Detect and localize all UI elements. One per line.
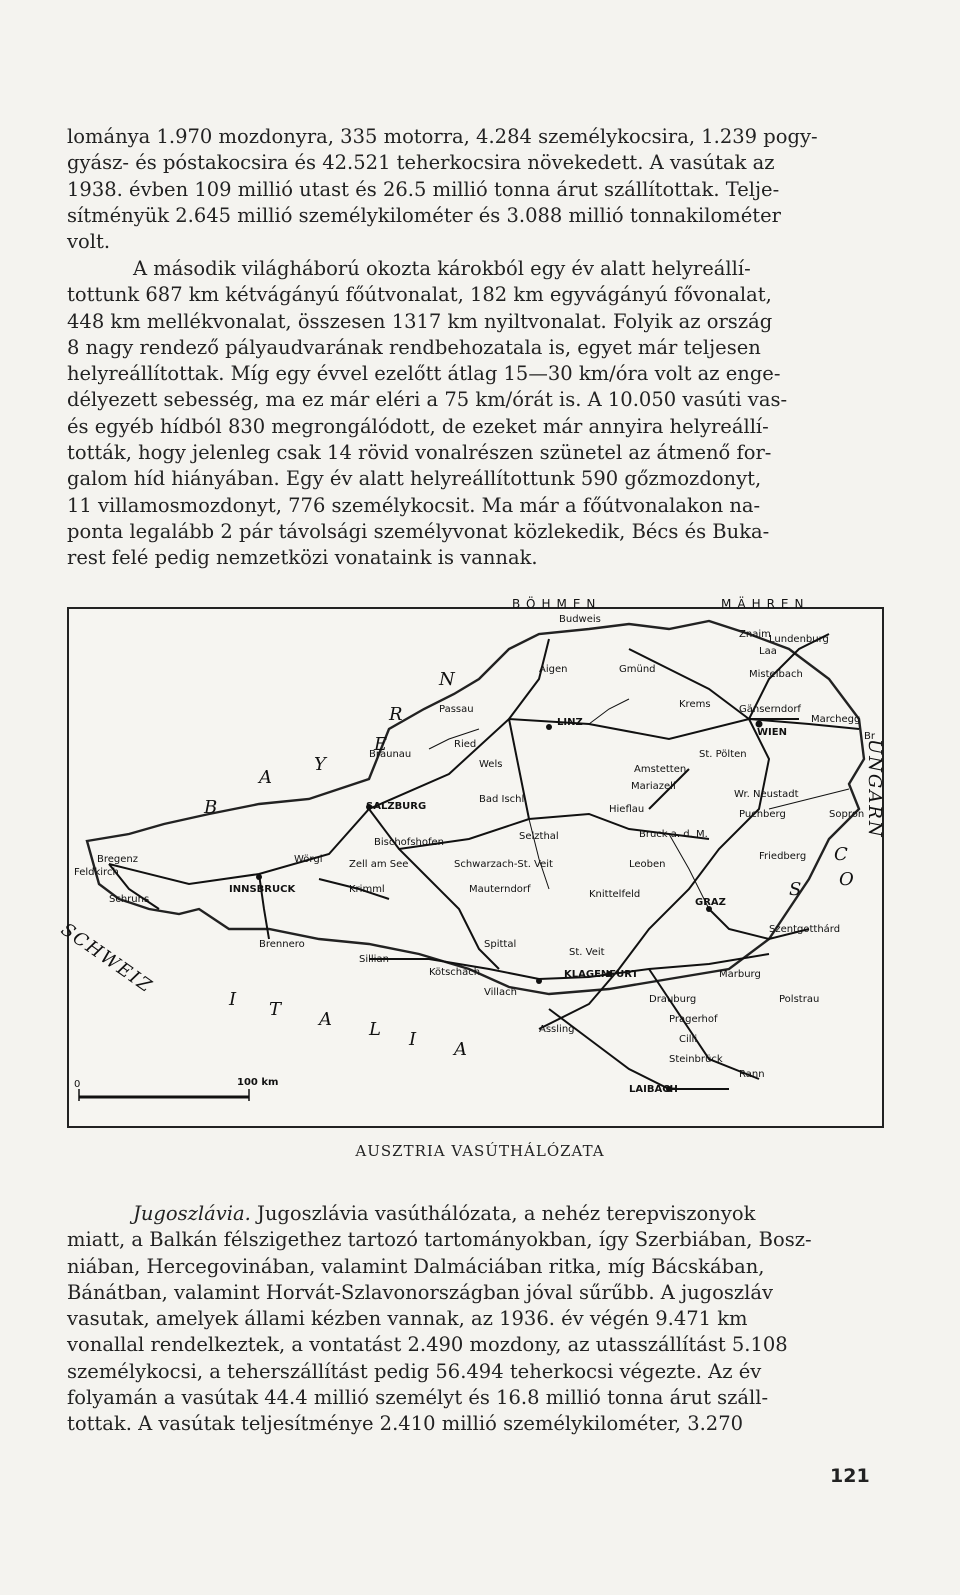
text-line: tották, hogy jelenleg csak 14 rövid vonalrészen szünetel az átmenő for- — [67, 441, 772, 465]
page-number: 121 — [830, 1465, 870, 1487]
text-line: sítményük 2.645 millió személykilométer és 3.088 millió tonnakilométer — [67, 203, 781, 227]
city-label: Wels — [479, 759, 503, 770]
region-label: E — [374, 734, 390, 755]
text-line: folyamán a vasútak 44.4 millió személyt és 16.8 millió tonna árut száll- — [67, 1386, 769, 1410]
city-label: Br — [864, 731, 875, 742]
city-dot-villach — [536, 978, 542, 984]
city-label: Zell am See — [349, 859, 409, 870]
region-label: B — [204, 797, 220, 818]
text-line: délyezett sebesség, ma ez már eléri a 75 km/órát is. A 10.050 vasúti vas- — [67, 388, 788, 412]
city-label: Polstrau — [779, 994, 820, 1005]
text-line: gyász- és póstakocsira és 42.521 teherkocsira növekedett. A vasútak az — [67, 151, 775, 175]
city-label: Sillian — [359, 954, 389, 965]
city-label: Schruns — [109, 894, 150, 905]
city-label: Krimml — [349, 884, 385, 895]
city-label: Kötschach — [429, 967, 481, 978]
region-label: L — [369, 1019, 383, 1040]
city-label: St. Pölten — [699, 749, 747, 760]
text-line: és egyéb hídból 830 megrongálódott, de ezeket már annyira helyreállí- — [67, 414, 769, 438]
city-label: LINZ — [557, 717, 583, 728]
railway-map — [56, 597, 885, 1128]
text-line: niában, Hercegovinában, valamint Dalmáciában ritka, míg Bácskában, — [67, 1254, 765, 1278]
text-line: 1938. évben 109 millió utast és 26.5 millió tonna árut szállítottak. Telje- — [67, 177, 780, 201]
city-label: Sopron — [829, 809, 865, 820]
city-label: Pragerhof — [669, 1014, 718, 1025]
city-label: Znaim — [739, 629, 771, 640]
text-line: személykocsi, a teherszállítást pedig 56.494 teherkocsi végezte. Az év — [67, 1359, 762, 1383]
region-label: A — [454, 1039, 469, 1060]
city-label: Bad Ischl — [479, 794, 525, 805]
text-line: galom híd hiányában. Egy év alatt helyreállítottunk 590 gőzmozdonyt, — [67, 467, 762, 491]
text-line: 448 km mellékvonalat, összesen 1317 km nyiltvonalat. Folyik az ország — [67, 309, 773, 333]
rail-line-minor-5 — [529, 819, 549, 889]
city-label: Aigen — [539, 664, 568, 675]
city-label: Lundenburg — [769, 634, 829, 645]
city-label: Marburg — [719, 969, 761, 980]
region-label: SCHWEIZ — [56, 919, 157, 998]
city-label: Mariazell — [631, 781, 676, 792]
section-lead: Jugoszlávia. — [133, 1202, 251, 1225]
city-label: Wr. Neustadt — [734, 789, 799, 800]
region-label: BÖHMEN — [512, 597, 602, 611]
city-label: Brennero — [259, 939, 305, 950]
city-label: St. Veit — [569, 947, 605, 958]
city-label: Bregenz — [97, 854, 138, 865]
text-line: lománya 1.970 mozdonyra, 335 motorra, 4.284 személykocsira, 1.239 pogy- — [67, 125, 818, 148]
city-dot-innsbruck — [256, 874, 262, 880]
region-label: A — [319, 1009, 334, 1030]
city-label: Ried — [454, 739, 477, 750]
city-label: Bischofshofen — [374, 837, 444, 848]
city-label: Budweis — [559, 614, 601, 625]
text-line: Bánátban, valamint Horvát-Szlavonországban jóval sűrűbb. A jugoszláv — [67, 1280, 774, 1304]
city-label: Drauburg — [649, 994, 697, 1005]
city-label: Feldkirch — [74, 867, 119, 878]
text-line: tottak. A vasútak teljesítménye 2.410 millió személykilométer, 3.270 — [67, 1412, 744, 1436]
city-label: Selzthal — [519, 831, 559, 842]
city-label: Steinbrück — [669, 1054, 723, 1065]
city-label: Leoben — [629, 859, 666, 870]
city-dot-linz — [546, 724, 552, 730]
region-label: Y — [314, 754, 328, 775]
scale-label: 100 km — [237, 1077, 279, 1088]
city-label: Passau — [439, 704, 474, 715]
city-label: Rann — [739, 1069, 765, 1080]
text-line: tottunk 687 km kétvágányú főútvonalat, 182 km egyvágányú fővonalat, — [67, 283, 772, 307]
region-label: N — [439, 669, 457, 690]
city-label: Braunau — [369, 749, 412, 760]
region-label: I — [409, 1029, 419, 1050]
text-line: helyreállítottak. Míg egy évvel ezelőtt átlag 15—30 km/óra volt az enge- — [67, 362, 781, 386]
text-line: ponta legalább 2 pár távolsági személyvonat közlekedik, Bécs és Buka- — [67, 519, 770, 543]
region-label: T — [269, 999, 284, 1020]
text-line: 11 villamosmozdonyt, 776 személykocsit. Ma már a főútvonalakon na- — [67, 493, 761, 517]
city-label: Schwarzach-St. Veit — [454, 859, 553, 870]
city-label: GRAZ — [695, 897, 726, 908]
text-line — [67, 1201, 882, 1227]
text-line: miatt, a Balkán félszigethez tartozó tartományokban, így Szerbiában, Bosz- — [67, 1228, 812, 1252]
text-line: A második világháború okozta károkból egy év alatt helyreállí- — [133, 257, 751, 280]
city-label: Gmünd — [619, 664, 656, 675]
city-label: Knittelfeld — [589, 889, 641, 900]
text-line: 8 nagy rendező pályaudvarának rendbehozatala is, egyet már teljesen — [67, 335, 761, 359]
scale-zero-label: 0 — [74, 1079, 81, 1090]
city-label: Amstetten — [634, 764, 687, 775]
text-line: vonallal rendelkeztek, a vontatást 2.490 mozdony, az utasszállítást 5.108 — [67, 1333, 788, 1357]
city-label: Friedberg — [759, 851, 807, 862]
region-label: S — [789, 879, 804, 900]
region-label: C — [834, 844, 850, 865]
city-label: SALZBURG — [366, 801, 427, 812]
city-label: Mistelbach — [749, 669, 803, 680]
city-label: Gänserndorf — [739, 704, 801, 715]
text-line: volt. — [67, 230, 111, 254]
region-label: A — [259, 767, 274, 788]
city-label: Laa — [759, 646, 777, 657]
paragraph-2 — [67, 256, 882, 572]
region-label: O — [839, 869, 856, 890]
city-label: KLAGENFURT — [564, 969, 639, 980]
region-label: I — [229, 989, 239, 1010]
city-label: Marchegg — [811, 714, 861, 725]
city-label: Mauterndorf — [469, 884, 531, 895]
text-line: rest felé pedig nemzetközi vonataink is vannak. — [67, 546, 538, 570]
region-label: UNGARN — [864, 739, 885, 839]
city-label: Krems — [679, 699, 711, 710]
city-label: Wörgl — [294, 854, 323, 865]
city-label: Szentgotthárd — [769, 924, 841, 935]
text-fragment: Jugoszlávia vasúthálózata, a nehéz terepviszonyok — [257, 1202, 756, 1225]
city-label: LAIBACH — [629, 1084, 678, 1095]
paragraph-3 — [67, 1201, 882, 1438]
paragraph-1 — [67, 124, 882, 255]
text-line: vasutak, amelyek állami kézben vannak, az 1936. év végén 9.471 km — [67, 1307, 748, 1331]
city-label: WIEN — [757, 727, 787, 738]
rail-line-north — [509, 639, 549, 719]
city-label: Assling — [539, 1024, 575, 1035]
city-label: Hieflau — [609, 804, 645, 815]
map-caption: AUSZTRIA VASÚTHÁLÓZATA — [355, 1142, 605, 1160]
city-label: Spittal — [484, 939, 517, 950]
city-label: INNSBRUCK — [229, 884, 296, 895]
city-label: Puchberg — [739, 809, 786, 820]
region-label: R — [389, 704, 405, 725]
region-label: MÄHREN — [721, 597, 810, 611]
rail-line-minor-2 — [589, 699, 629, 724]
city-label: Cilli — [679, 1034, 698, 1045]
city-label: Bruck a. d. M. — [639, 829, 708, 840]
city-label: Villach — [484, 987, 517, 998]
